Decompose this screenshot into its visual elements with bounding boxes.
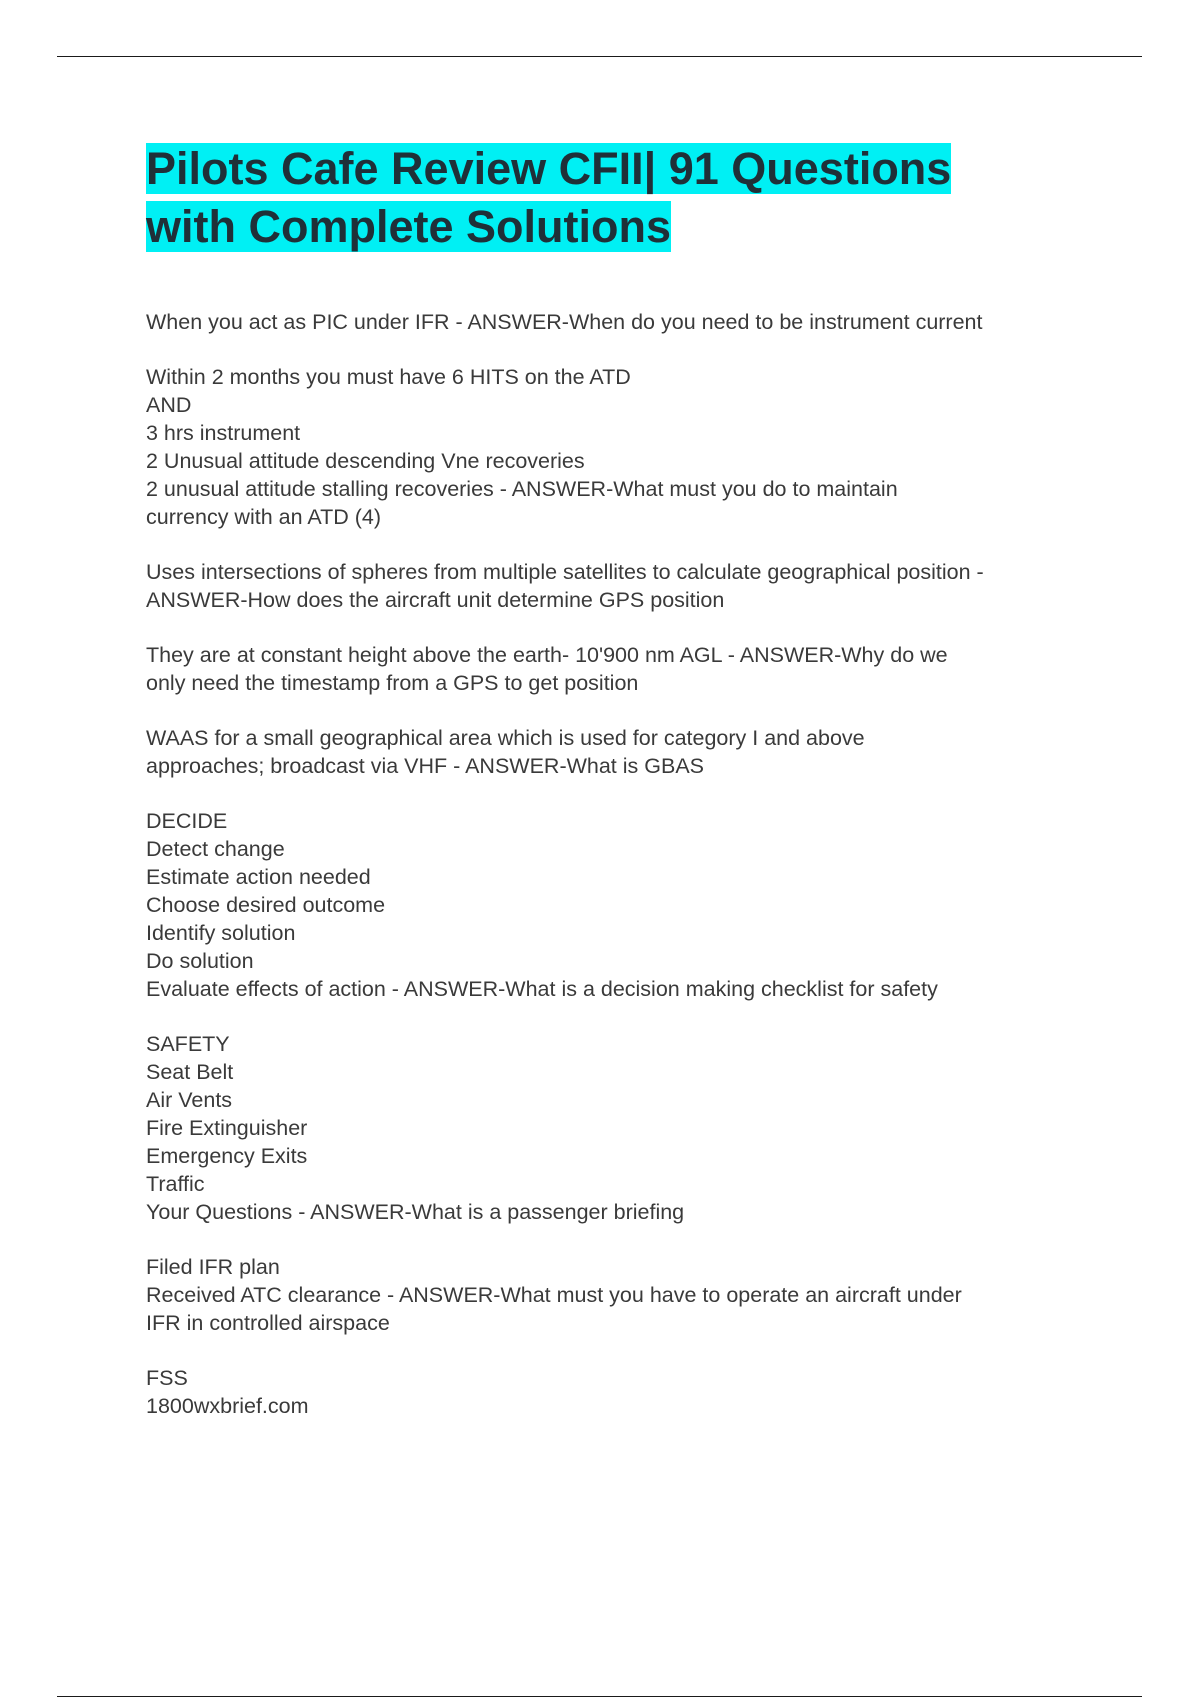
qa-list	[146, 308, 1146, 1420]
qa-line: 2 Unusual attitude descending Vne recoveries	[146, 449, 585, 473]
title-line-1: Pilots Cafe Review CFII| 91 Questions	[146, 143, 952, 194]
qa-line: Uses intersections of spheres from multiple satellites to calculate geographical position -	[146, 560, 984, 584]
qa-line: approaches; broadcast via VHF - ANSWER-What is GBAS	[146, 754, 705, 778]
qa-line: AND	[146, 393, 192, 417]
qa-line: ANSWER-How does the aircraft unit determine GPS position	[146, 588, 725, 612]
qa-line: Fire Extinguisher	[146, 1116, 308, 1140]
qa-line: SAFETY	[146, 1032, 230, 1056]
qa-line: Evaluate effects of action - ANSWER-What is a decision making checklist for safety	[146, 977, 938, 1001]
document-body	[146, 140, 1146, 1447]
qa-line: currency with an ATD (4)	[146, 505, 381, 529]
title-line-2: with Complete Solutions	[146, 201, 671, 252]
qa-entry	[146, 308, 1146, 336]
top-rule	[57, 56, 1142, 57]
qa-line: only need the timestamp from a GPS to get position	[146, 671, 639, 695]
qa-line: Within 2 months you must have 6 HITS on the ATD	[146, 365, 631, 389]
qa-line: Your Questions - ANSWER-What is a passenger briefing	[146, 1200, 685, 1224]
qa-entry	[146, 641, 1146, 697]
qa-line: WAAS for a small geographical area which is used for category I and above	[146, 726, 865, 750]
document-title	[146, 140, 1146, 256]
qa-line: Emergency Exits	[146, 1144, 308, 1168]
qa-line: Air Vents	[146, 1088, 233, 1112]
qa-line: 3 hrs instrument	[146, 421, 301, 445]
qa-entry	[146, 1030, 1146, 1226]
qa-line: DECIDE	[146, 809, 228, 833]
qa-line: Received ATC clearance - ANSWER-What must you have to operate an aircraft under	[146, 1283, 962, 1307]
qa-line: 2 unusual attitude stalling recoveries - ANSWER-What must you do to maintain	[146, 477, 898, 501]
qa-entry	[146, 558, 1146, 614]
qa-line: FSS	[146, 1366, 188, 1390]
qa-entry	[146, 1364, 1146, 1420]
qa-line: When you act as PIC under IFR - ANSWER-When do you need to be instrument current	[146, 310, 983, 334]
qa-line: Detect change	[146, 837, 285, 861]
bottom-rule	[57, 1696, 1142, 1697]
qa-line: IFR in controlled airspace	[146, 1311, 390, 1335]
qa-line: They are at constant height above the earth- 10'900 nm AGL - ANSWER-Why do we	[146, 643, 948, 667]
qa-entry	[146, 807, 1146, 1003]
qa-line: Do solution	[146, 949, 254, 973]
qa-line: Traffic	[146, 1172, 205, 1196]
qa-line: Estimate action needed	[146, 865, 371, 889]
qa-entry	[146, 363, 1146, 531]
qa-line: Filed IFR plan	[146, 1255, 280, 1279]
qa-line: Seat Belt	[146, 1060, 234, 1084]
qa-line: 1800wxbrief.com	[146, 1394, 309, 1418]
qa-line: Choose desired outcome	[146, 893, 386, 917]
qa-entry	[146, 1253, 1146, 1337]
qa-line: Identify solution	[146, 921, 296, 945]
qa-entry	[146, 724, 1146, 780]
